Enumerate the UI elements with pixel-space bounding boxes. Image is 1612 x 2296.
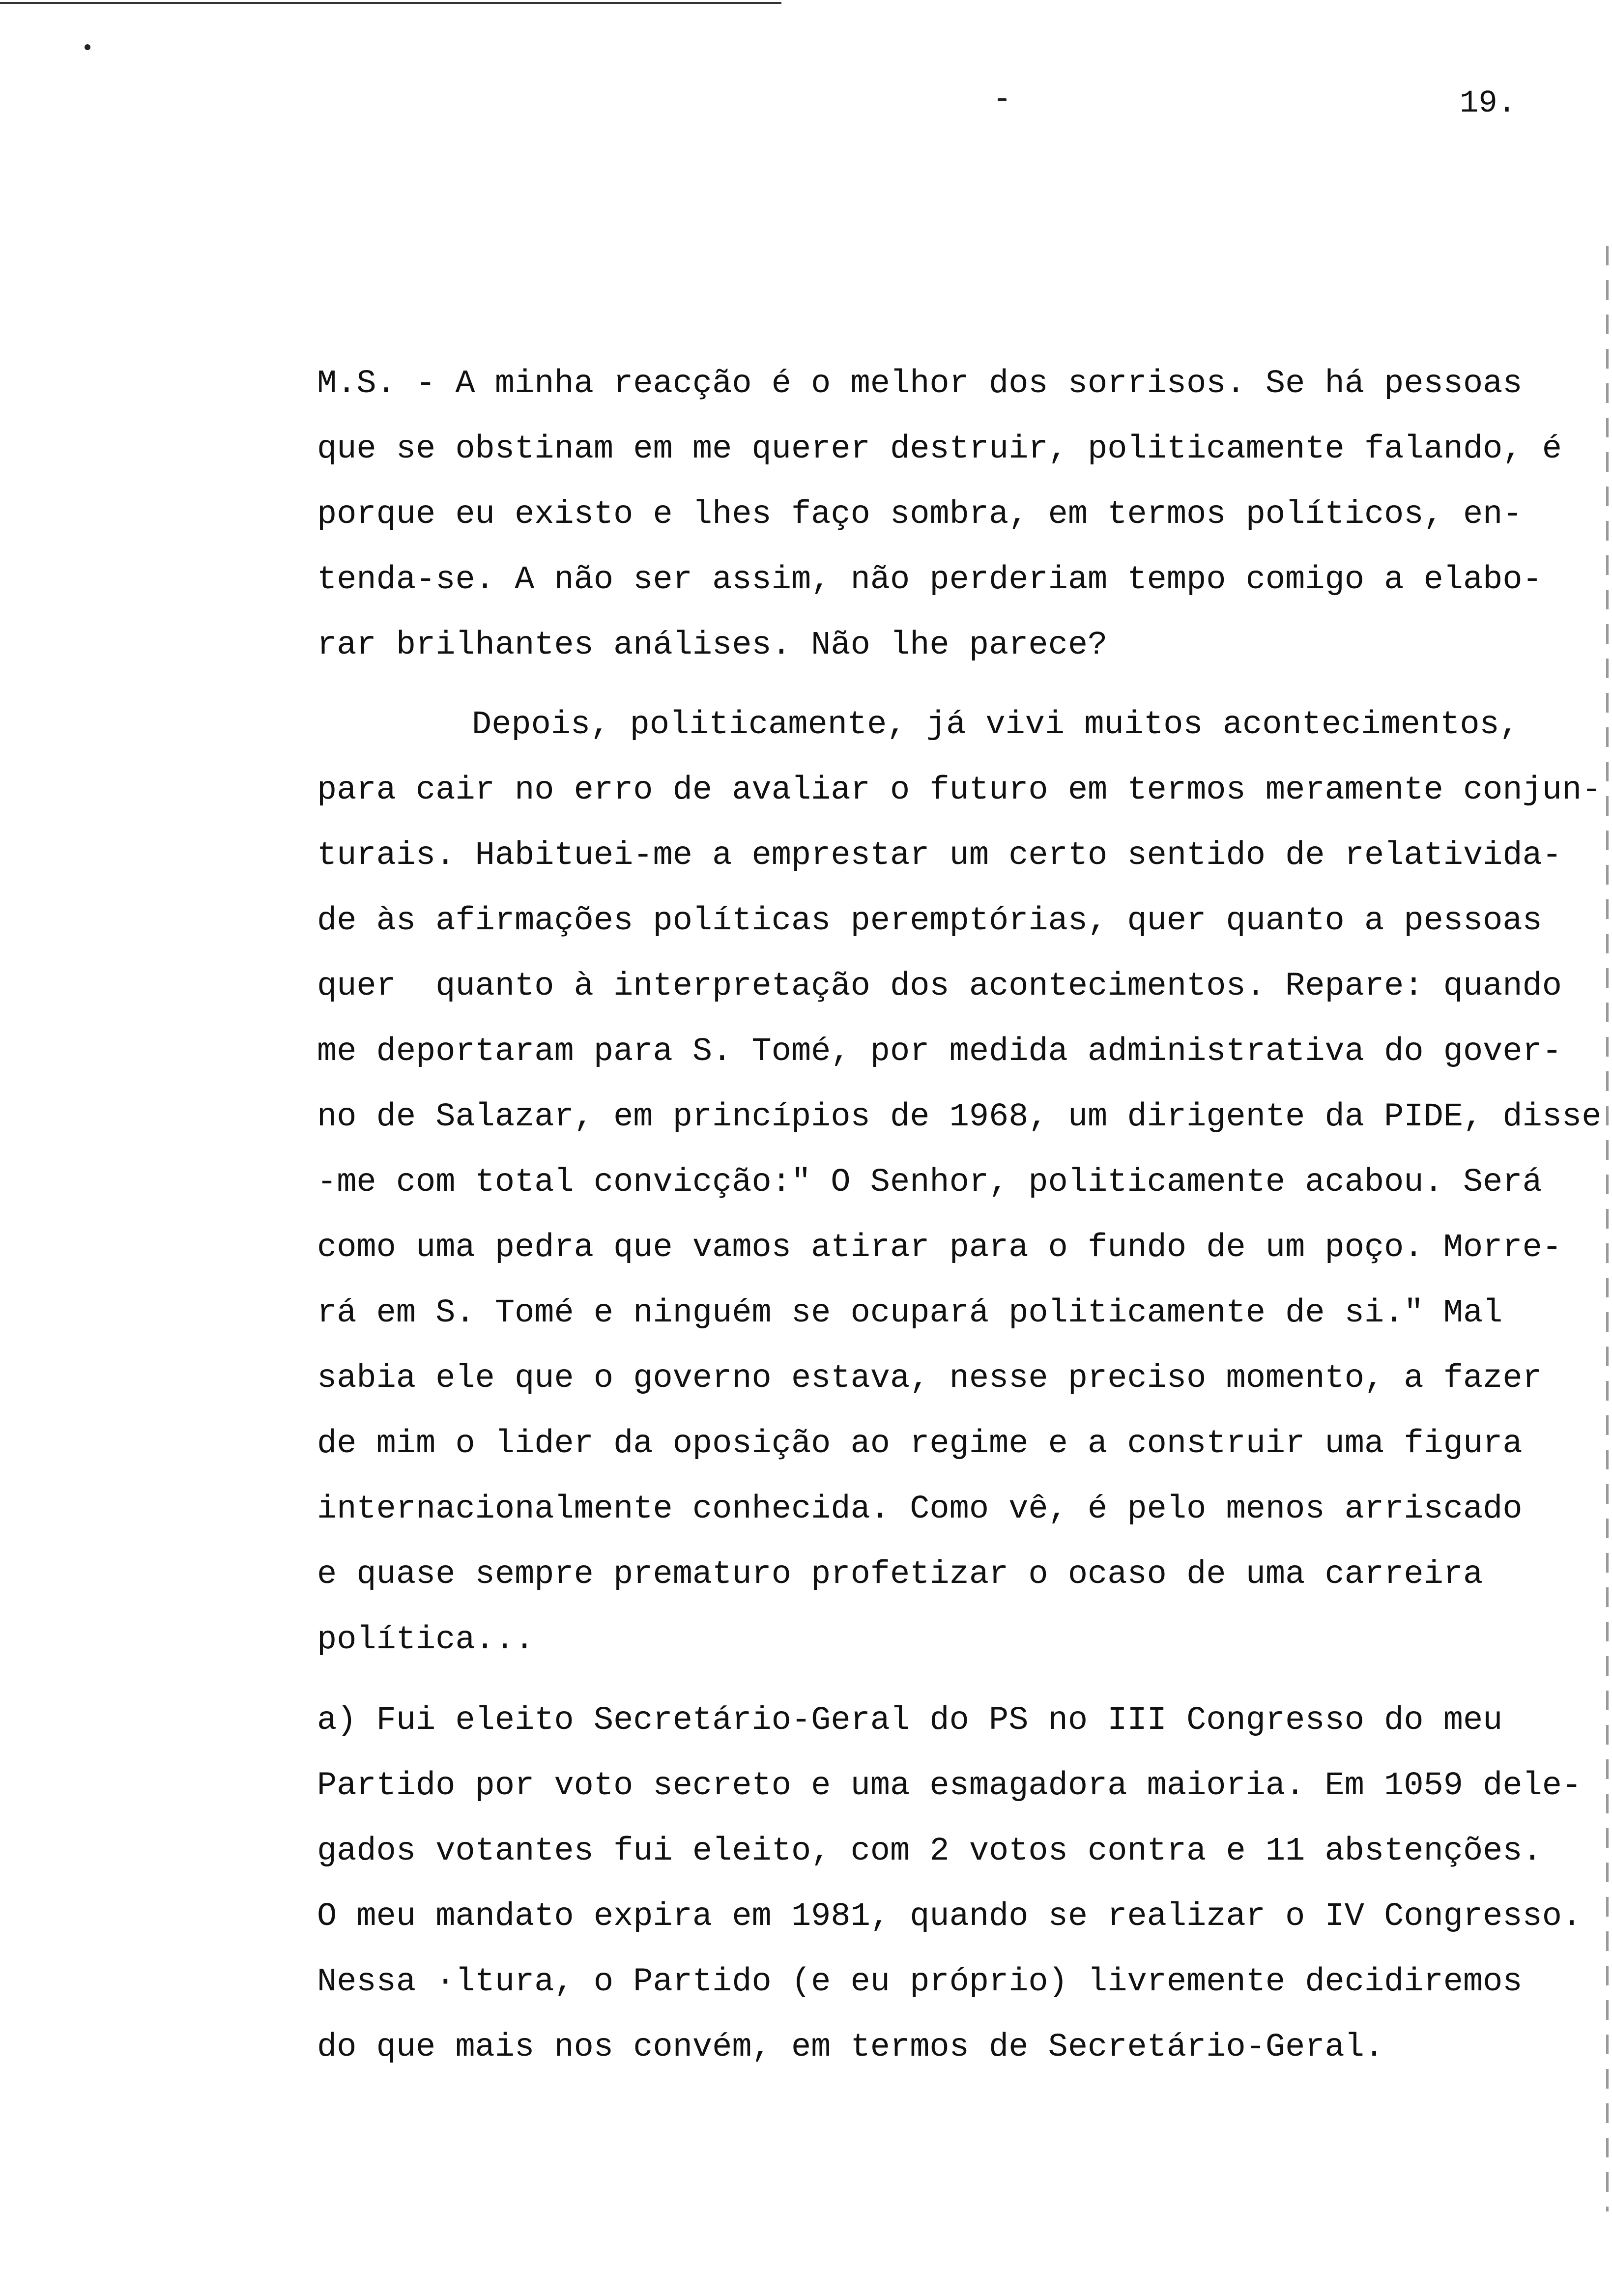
- text-line: que se obstinam em me querer destruir, politicamente falando, é: [317, 430, 1562, 468]
- text-line: Partido por voto secreto e uma esmagadora maioria. Em 1059 dele-: [317, 1767, 1582, 1805]
- text-line: do que mais nos convém, em termos de Secretário-Geral.: [317, 2029, 1384, 2066]
- text-line: e quase sempre prematuro profetizar o ocaso de uma carreira: [317, 1556, 1483, 1593]
- text-line: política...: [317, 1621, 535, 1659]
- text-line: porque eu existo e lhes faço sombra, em termos políticos, en-: [317, 496, 1523, 533]
- text-line: Nessa ·ltura, o Partido (e eu próprio) livremente decidiremos: [317, 1963, 1523, 2001]
- text-line: tenda-se. A não ser assim, não perderiam tempo comigo a elabo-: [317, 561, 1542, 599]
- scan-right-edge: [1606, 246, 1609, 2211]
- text-line: gados votantes fui eleito, com 2 votos contra e 11 abstenções.: [317, 1833, 1542, 1870]
- text-line: -me com total convicção:" O Senhor, politicamente acabou. Será: [317, 1164, 1542, 1201]
- text-line: M.S. - A minha reacção é o melhor dos sorrisos. Se há pessoas: [317, 365, 1523, 402]
- text-line: turais. Habituei-me a emprestar um certo sentido de relativida-: [317, 837, 1562, 874]
- scan-speck: [998, 98, 1007, 101]
- text-line: me deportaram para S. Tomé, por medida administrativa do gover-: [317, 1033, 1562, 1070]
- paragraph-answer-intro: [317, 351, 1562, 678]
- text-line: a) Fui eleito Secretário-Geral do PS no III Congresso do meu: [317, 1702, 1503, 1739]
- text-line: de mim o lider da oposição ao regime e a construir uma figura: [317, 1425, 1523, 1463]
- text-line: no de Salazar, em princípios de 1968, um dirigente da PIDE, disse: [317, 1098, 1602, 1136]
- text-line: para cair no erro de avaliar o futuro em termos meramente conjun-: [317, 772, 1602, 809]
- text-line: rá em S. Tomé e ninguém se ocupará politicamente de si." Mal: [317, 1294, 1503, 1332]
- text-line: como uma pedra que vamos atirar para o fundo de um poço. Morre-: [317, 1229, 1562, 1266]
- text-line: internacionalmente conhecida. Como vê, é pelo menos arriscado: [317, 1491, 1523, 1528]
- text-line: Depois, politicamente, já vivi muitos acontecimentos,: [472, 706, 1519, 744]
- scan-top-edge: [0, 2, 781, 4]
- scan-speck: [85, 44, 90, 50]
- text-line: sabia ele que o governo estava, nesse preciso momento, a fazer: [317, 1360, 1542, 1397]
- paragraph-secretary-general: [317, 1688, 1582, 2080]
- paragraph-pide-anecdote: [317, 692, 1601, 1673]
- text-line: de às afirmações políticas peremptórias, quer quanto a pessoas: [317, 902, 1542, 940]
- text-line: O meu mandato expira em 1981, quando se realizar o IV Congresso.: [317, 1898, 1582, 1935]
- text-line: quer quanto à interpretação dos acontecimentos. Repare: quando: [317, 968, 1562, 1005]
- page-number: 19.: [1460, 86, 1517, 121]
- text-line: rar brilhantes análises. Não lhe parece?: [317, 627, 1108, 664]
